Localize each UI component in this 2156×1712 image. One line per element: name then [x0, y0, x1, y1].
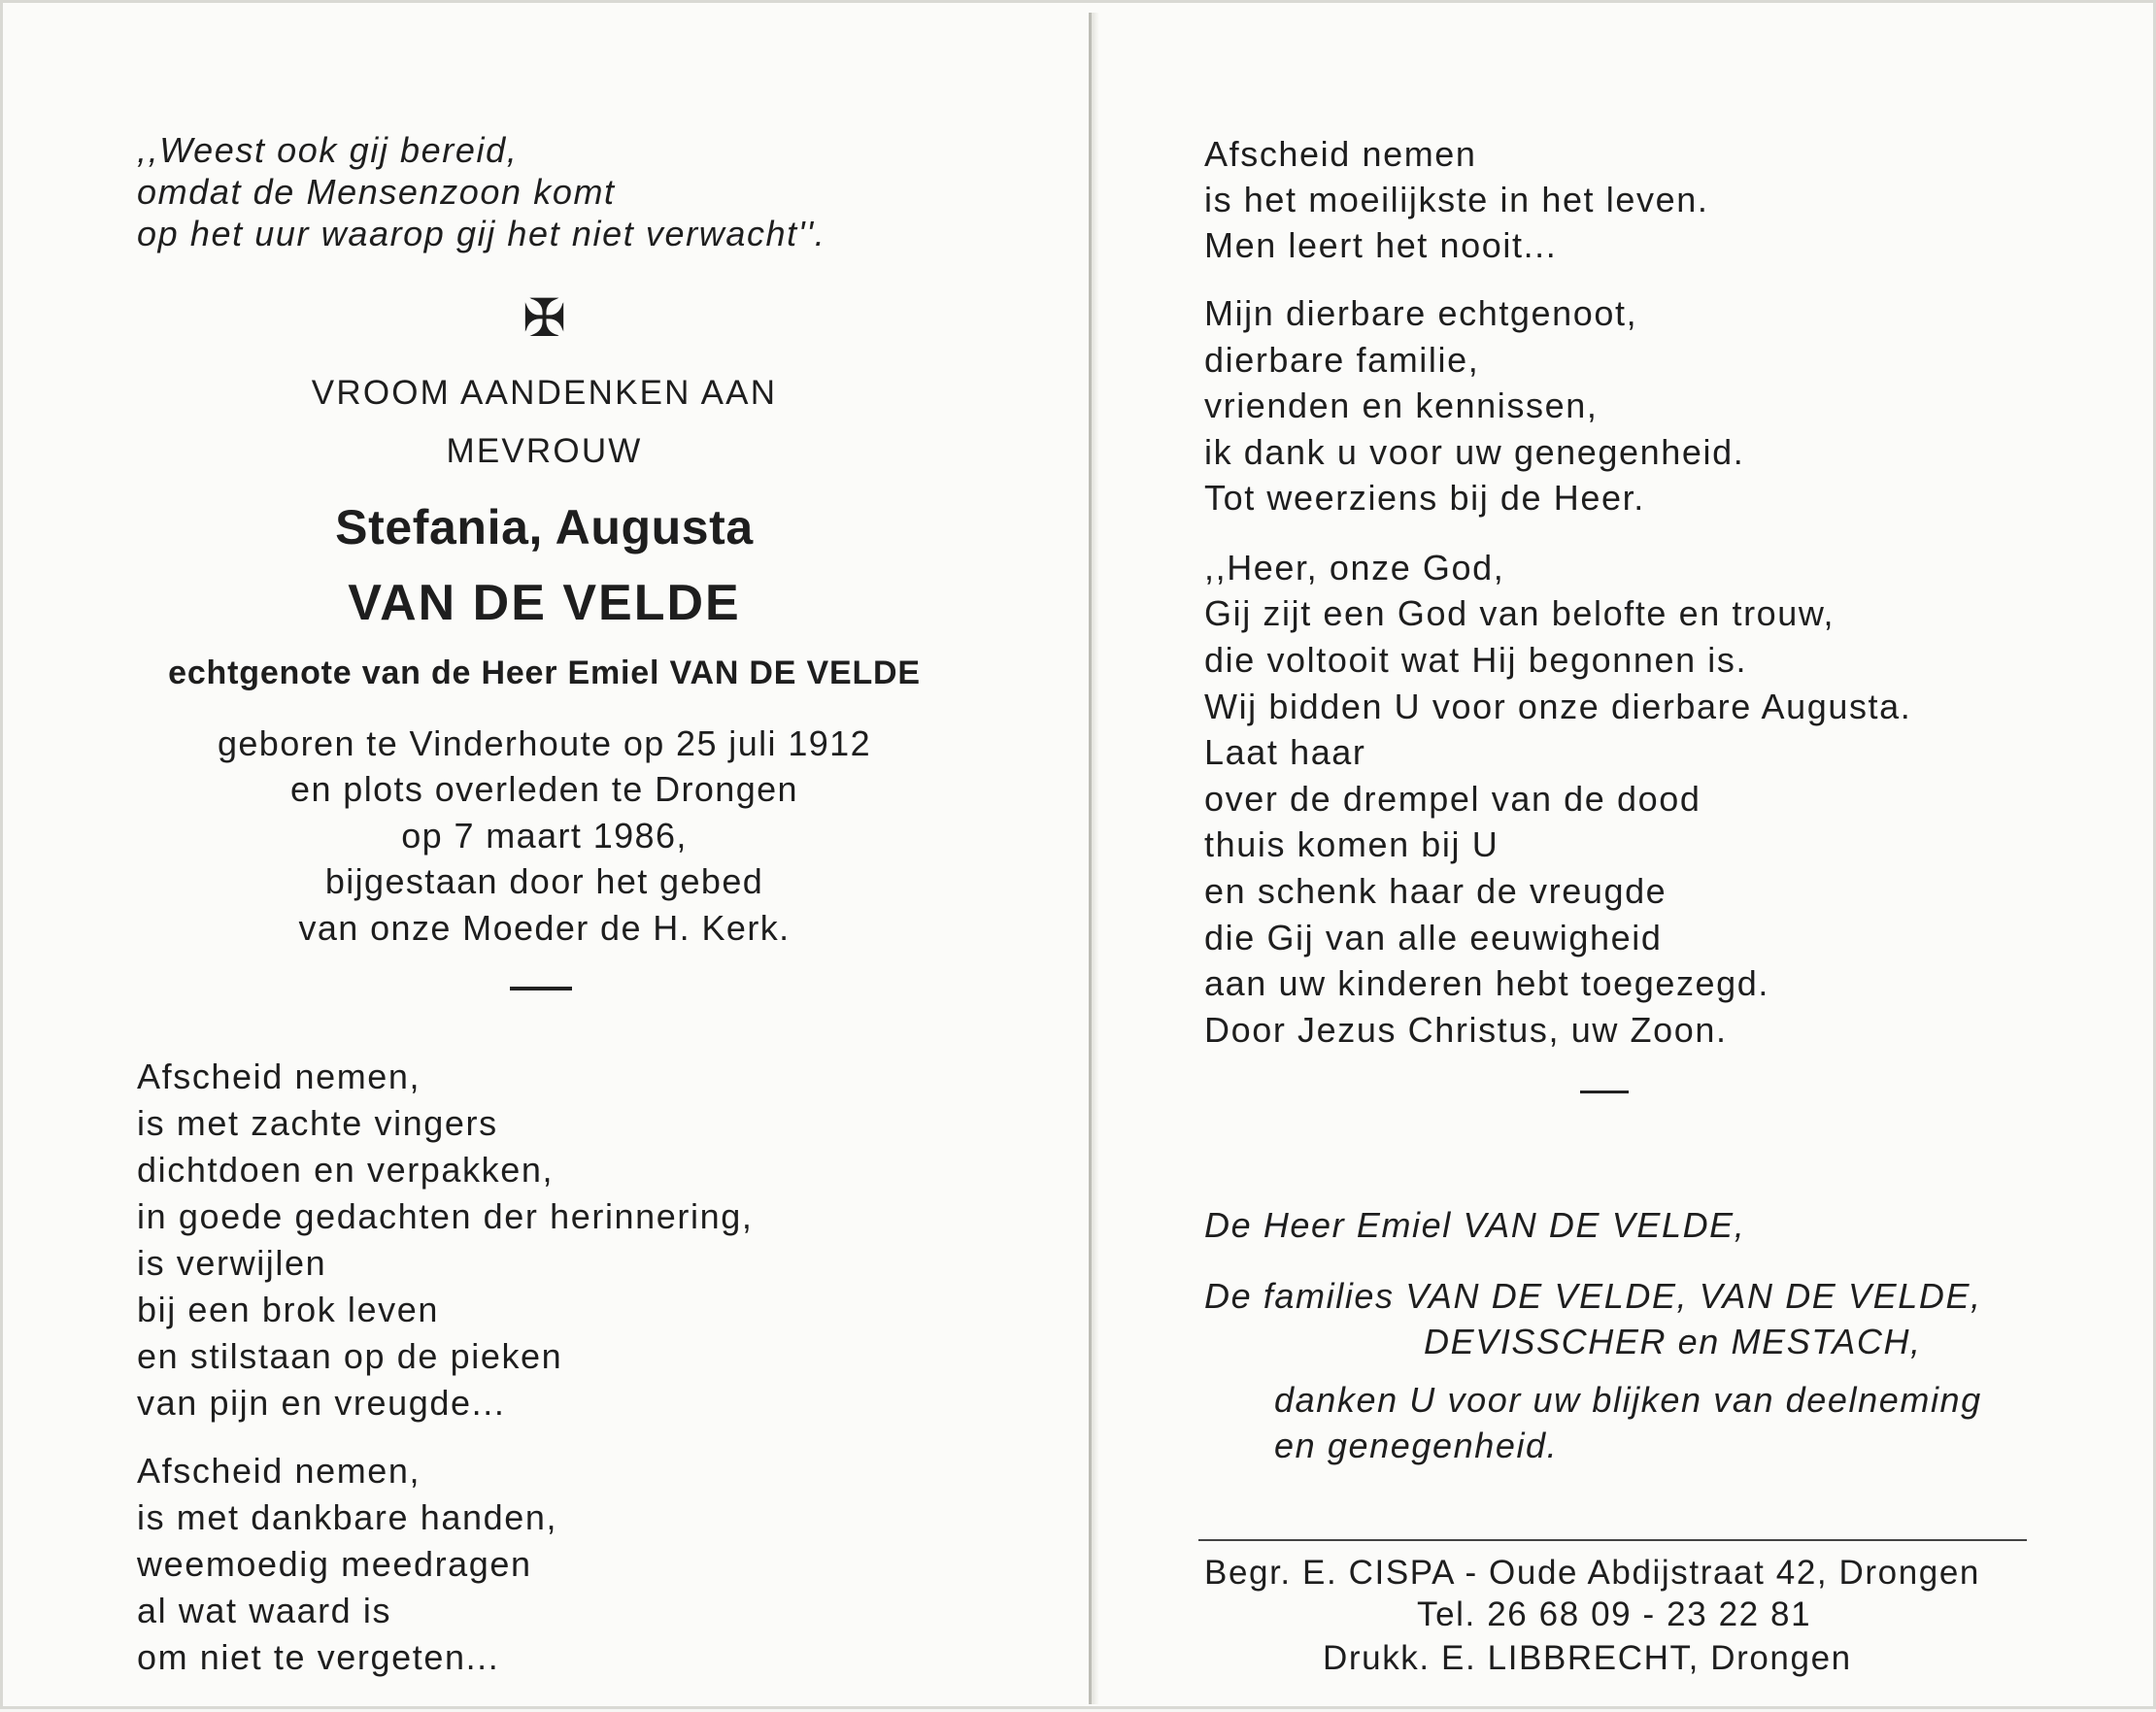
bio-line-4: bijgestaan door het gebed	[324, 861, 764, 901]
verse-2-line-2: dierbare familie,	[1204, 340, 1480, 380]
poem-1-line-6: bij een brok leven	[137, 1290, 439, 1329]
verse-2-line-3: vrienden en kennissen,	[1204, 386, 1599, 425]
poem-1-line-2: is met zachte vingers	[137, 1103, 498, 1143]
prayer-line-3: die voltooit wat Hij begonnen is.	[1204, 640, 1748, 680]
bible-quote-line-1: ,,Weest ook gij bereid,	[137, 130, 519, 170]
thanks-line-2: De families VAN DE VELDE, VAN DE VELDE,	[1204, 1276, 1982, 1316]
verse-1-line-2: is het moeilijkste in het leven.	[1204, 180, 1709, 219]
heading-title: MEVROUW	[446, 432, 643, 470]
prayer-line-1: ,,Heer, onze God,	[1204, 548, 1505, 587]
poem-1-line-7: en stilstaan op de pieken	[137, 1336, 563, 1376]
prayer-line-8: en schenk haar de vreugde	[1204, 871, 1668, 911]
bible-quote-line-3: op het uur waarop gij het niet verwacht''.	[137, 214, 826, 253]
verse-1-line-1: Afscheid nemen	[1204, 134, 1477, 174]
poem-2-line-3: weemoedig meedragen	[137, 1544, 532, 1584]
right-panel	[1095, 3, 2156, 1712]
poem-2-line-5: om niet te vergeten...	[137, 1637, 500, 1677]
poem-1-line-5: is verwijlen	[137, 1243, 327, 1283]
footer-undertaker: Begr. E. CISPA - Oude Abdijstraat 42, Drongen	[1204, 1554, 1980, 1592]
thanks-line-4: danken U voor uw blijken van deelneming	[1274, 1380, 1982, 1420]
thanks-line-3: DEVISSCHER en MESTACH,	[1424, 1322, 1922, 1361]
verse-2-line-1: Mijn dierbare echtgenoot,	[1204, 293, 1638, 333]
prayer-line-7: thuis komen bij U	[1204, 824, 1499, 864]
cross-icon: ✠	[522, 287, 567, 349]
bio-line-2: en plots overleden te Drongen	[290, 769, 798, 809]
deceased-first-names: Stefania, Augusta	[335, 500, 754, 554]
prayer-line-10: aan uw kinderen hebt toegezegd.	[1204, 963, 1770, 1003]
prayer-line-4: Wij bidden U voor onze dierbare Augusta.	[1204, 687, 1912, 726]
thanks-line-5: en genegenheid.	[1274, 1426, 1559, 1465]
spouse-line: echtgenote van de Heer Emiel VAN DE VELDE	[168, 655, 921, 691]
footer-rule	[1198, 1539, 2027, 1541]
prayer-line-9: die Gij van alle eeuwigheid	[1204, 918, 1663, 957]
poem-1-line-8: van pijn en vreugde...	[137, 1383, 506, 1423]
thanks-line-1: De Heer Emiel VAN DE VELDE,	[1204, 1205, 1746, 1245]
prayer-line-11: Door Jezus Christus, uw Zoon.	[1204, 1010, 1728, 1050]
poem-1-line-4: in goede gedachten der herinnering,	[137, 1196, 754, 1236]
verse-1-line-3: Men leert het nooit...	[1204, 225, 1558, 265]
footer-phone: Tel. 26 68 09 - 23 22 81	[1417, 1595, 1812, 1633]
heading-in-memoriam: VROOM AANDENKEN AAN	[311, 374, 778, 412]
prayer-line-5: Laat haar	[1204, 732, 1366, 772]
bio-line-1: geboren te Vinderhoute op 25 juli 1912	[217, 723, 872, 763]
poem-1-line-3: dichtdoen en verpakken,	[137, 1150, 555, 1190]
right-separator	[1580, 1091, 1629, 1093]
poem-2-line-4: al wat waard is	[137, 1591, 392, 1630]
verse-2-line-4: ik dank u voor uw genegenheid.	[1204, 432, 1745, 472]
bio-line-5: van onze Moeder de H. Kerk.	[298, 908, 791, 948]
poem-1-line-1: Afscheid nemen,	[137, 1057, 421, 1096]
left-panel	[3, 3, 1086, 1712]
left-separator	[510, 987, 572, 990]
poem-2-line-2: is met dankbare handen,	[137, 1497, 558, 1537]
verse-2-line-5: Tot weerziens bij de Heer.	[1204, 478, 1645, 518]
prayer-line-6: over de drempel van de dood	[1204, 779, 1701, 819]
prayer-line-2: Gij zijt een God van belofte en trouw,	[1204, 593, 1836, 633]
bible-quote-line-2: omdat de Mensenzoon komt	[137, 172, 616, 212]
footer-printer: Drukk. E. LIBBRECHT, Drongen	[1323, 1639, 1852, 1677]
poem-2-line-1: Afscheid nemen,	[137, 1451, 421, 1491]
bio-line-3: op 7 maart 1986,	[401, 816, 688, 856]
deceased-surname: VAN DE VELDE	[348, 575, 741, 631]
